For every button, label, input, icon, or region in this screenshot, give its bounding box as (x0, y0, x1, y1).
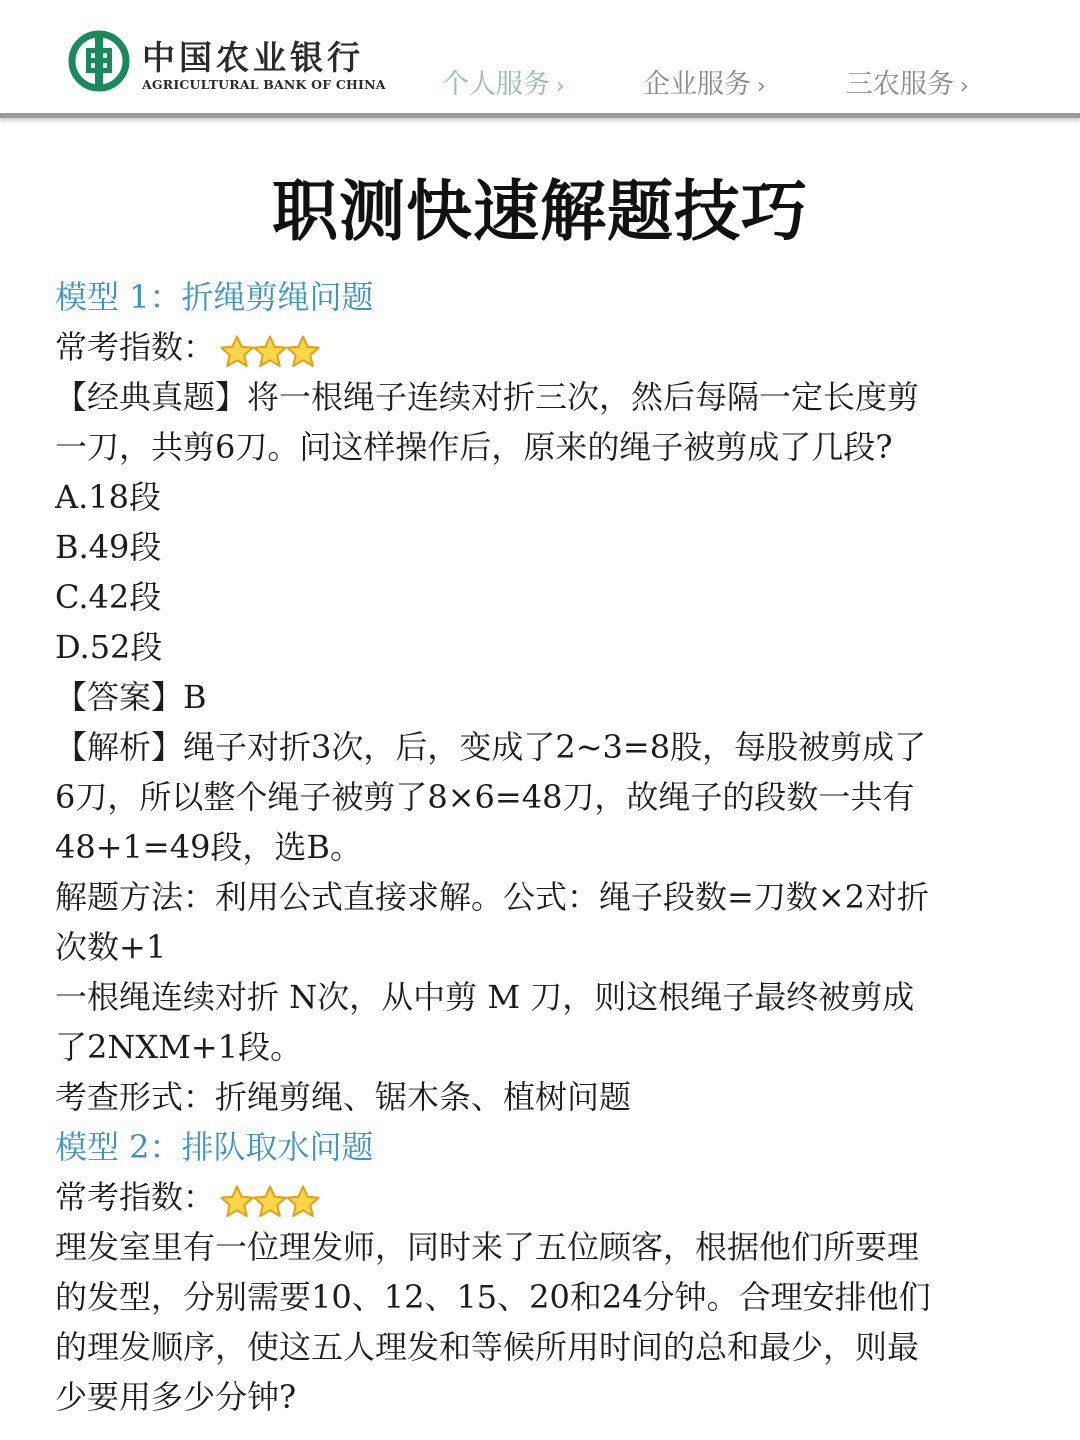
option-b: B.49段 (55, 528, 162, 566)
option-c: C.42段 (55, 578, 162, 616)
method-line: 解题方法：利用公式直接求解。公式：绳子段数=刀数×2对折 (55, 878, 929, 916)
star-icon (285, 1185, 321, 1219)
chevron-right-icon: › (556, 74, 565, 99)
model2-text-line: 的理发顺序，使这五人理发和等候所用时间的总和最少，则最 (55, 1328, 920, 1366)
bank-name-cn: 中国农业银行 (142, 38, 364, 77)
star-icon (219, 1185, 255, 1219)
analysis-line: 【解析】绳子对折3次，后，变成了2~3=8股，每股被剪成了 (55, 728, 927, 766)
model2-text-line: 理发室里有一位理发师，同时来了五位顾客，根据他们所要理 (55, 1228, 920, 1266)
rule-line: 了2NXM+1段。 (55, 1028, 303, 1066)
model1-question-line: 【经典真题】将一根绳子连续对折三次，然后每隔一定长度剪 (55, 378, 920, 416)
chevron-right-icon: › (960, 74, 969, 99)
frequency-label: 常考指数： (55, 328, 216, 366)
forms-line: 考查形式：折绳剪绳、锯木条、植树问题 (55, 1078, 632, 1116)
frequency-label: 常考指数： (55, 1178, 216, 1216)
analysis-line: 6刀，所以整个绳子被剪了8×6=48刀，故绳子的段数一共有 (55, 778, 915, 816)
site-header (0, 0, 1080, 118)
star-rating-icon (219, 1175, 321, 1225)
nav-label: 个人服务 (442, 69, 550, 100)
model1-frequency (55, 322, 1030, 372)
star-icon (252, 1185, 288, 1219)
star-icon (252, 335, 288, 369)
page-title: 职测快速解题技巧 (272, 173, 808, 250)
answer-line: 【答案】B (55, 678, 207, 716)
star-rating-icon (219, 325, 321, 375)
article-body (55, 272, 1030, 1422)
nav-business-services[interactable] (643, 62, 766, 101)
agricultural-bank-logo-icon (68, 30, 130, 92)
nav-label: 三农服务 (846, 69, 954, 100)
option-d: D.52段 (55, 628, 163, 666)
chevron-right-icon: › (757, 74, 766, 99)
method-line: 次数+1 (55, 928, 167, 966)
model2-text-line: 的发型，分别需要10、12、15、20和24分钟。合理安排他们 (55, 1278, 931, 1316)
nav-agriculture-services[interactable] (846, 62, 969, 101)
model2-heading: 模型 2：排队取水问题 (55, 1128, 374, 1166)
model2-text-line: 少要用多少分钟? (55, 1378, 297, 1416)
star-icon (285, 335, 321, 369)
analysis-line: 48+1=49段，选B。 (55, 828, 362, 866)
model1-heading: 模型 1：折绳剪绳问题 (55, 278, 374, 316)
model1-question-line: 一刀，共剪6刀。问这样操作后，原来的绳子被剪成了几段? (55, 428, 893, 466)
bank-name-en: AGRICULTURAL BANK OF CHINA (142, 77, 386, 92)
option-a: A.18段 (55, 478, 162, 516)
star-icon (219, 335, 255, 369)
nav-label: 企业服务 (643, 69, 751, 100)
rule-line: 一根绳连续对折 N次，从中剪 M 刀，则这根绳子最终被剪成 (55, 978, 915, 1016)
nav-personal-services[interactable] (442, 62, 565, 101)
model2-frequency (55, 1172, 1030, 1222)
